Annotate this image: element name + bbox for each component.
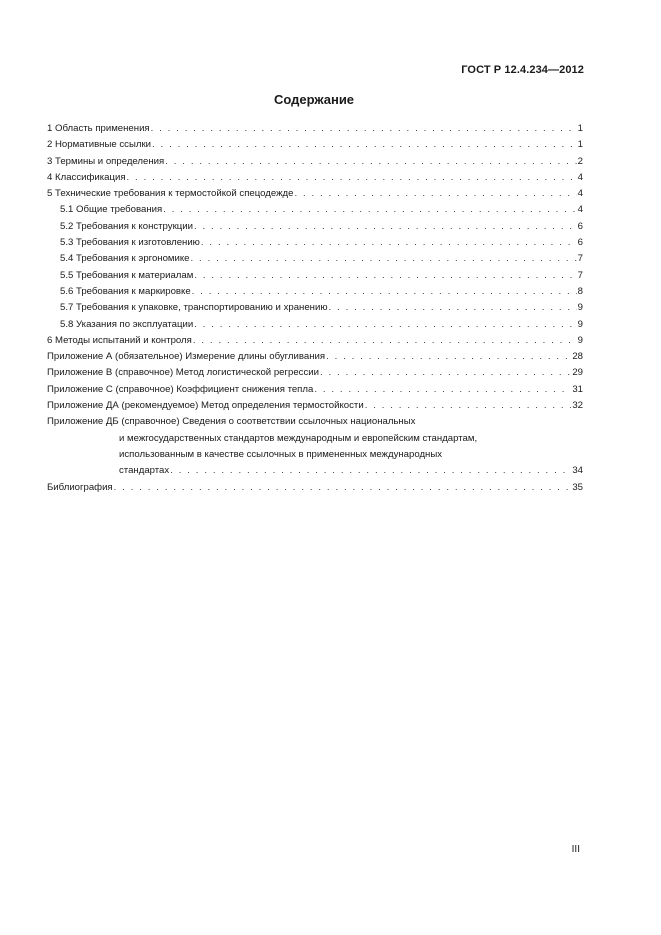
toc-entry[interactable] [47,121,583,137]
toc-entry-label: Библиография [47,481,113,493]
toc-entry-page: 31 [572,383,583,395]
toc-entry-label: 5.2 Требования к конструкции [60,220,193,232]
table-of-contents [47,121,583,496]
toc-entry-label: 5.6 Требования к маркировке [60,285,191,297]
toc-title: Содержание [273,92,355,107]
toc-leader-dots [114,480,572,496]
toc-leader-dots [152,137,577,153]
page-number: III [571,844,580,855]
toc-entry-label: 5.8 Указания по эксплуатации [60,318,194,330]
toc-leader-dots [194,317,576,333]
toc-leader-dots [165,154,576,170]
toc-entry[interactable] [47,251,583,267]
toc-leader-dots [326,349,571,365]
toc-entry-label: Приложение ДА (рекомендуемое) Метод определения термостойкости [47,400,364,412]
toc-entry-page: 4 [577,204,583,216]
toc-entry-page: 28 [572,351,583,363]
toc-leader-dots [163,202,576,218]
toc-entry-label: 2 Нормативные ссылки [47,139,152,151]
toc-leader-dots [151,121,577,137]
toc-leader-dots [193,333,577,349]
toc-entry-label: 5 Технические требования к термостойкой спецодежде [47,188,294,200]
toc-entry[interactable] [47,137,583,153]
toc-entry-page: 7 [577,269,583,281]
toc-entry[interactable] [47,202,583,218]
toc-entry-bibliography[interactable] [47,480,583,496]
toc-leader-dots [314,382,571,398]
toc-leader-dots [127,170,577,186]
toc-entry-page: 6 [577,220,583,232]
toc-entry-page: 2 [577,155,583,167]
toc-entry-page: 6 [577,237,583,249]
toc-leader-dots [320,365,571,381]
toc-entry[interactable] [47,235,583,251]
toc-entry-label: 5.7 Требования к упаковке, транспортированию и хранению [60,302,328,314]
toc-entry[interactable] [47,219,583,235]
toc-entry[interactable] [47,349,583,365]
toc-entry-page: 8 [577,285,583,297]
toc-entry-label: 5.4 Требования к эргономике [60,253,190,265]
toc-entry-appendix-db[interactable] [47,414,583,479]
toc-entry-label: 4 Классификация [47,171,126,183]
toc-entry[interactable] [47,268,583,284]
toc-leader-dots [192,284,577,300]
toc-entry[interactable] [47,382,583,398]
toc-leader-dots [201,235,577,251]
toc-entry-page: 34 [572,465,583,477]
toc-entry[interactable] [47,300,583,316]
toc-entry-label: Приложение В (справочное) Метод логистической регрессии [47,367,319,379]
toc-entry-label: 6 Методы испытаний и контроля [47,334,192,346]
toc-entry-label: 5.5 Требования к материалам [60,269,194,281]
toc-entry-page: 4 [577,171,583,183]
toc-entry[interactable] [47,398,583,414]
toc-leader-dots [365,398,572,414]
toc-entry-page: 35 [572,481,583,493]
toc-entry-label: 5.1 Общие требования [60,204,163,216]
toc-entry[interactable] [47,170,583,186]
toc-entry-line: и межгосударственных стандартов международным и европейским стандартам, [119,432,478,444]
toc-entry-page: 29 [572,367,583,379]
toc-entry-page: 7 [577,253,583,265]
toc-entry-page: 9 [577,318,583,330]
document-header-id: ГОСТ Р 12.4.234—2012 [461,64,584,76]
toc-leader-dots [194,268,576,284]
toc-entry-line: Приложение ДБ (справочное) Сведения о соответствии ссылочных национальных [47,416,416,428]
toc-entry[interactable] [47,365,583,381]
toc-entry[interactable] [47,317,583,333]
toc-entry-label: 5.3 Требования к изготовлению [60,237,200,249]
toc-entry-last-line [47,463,583,479]
toc-entry[interactable] [47,186,583,202]
toc-leader-dots [170,463,571,479]
toc-entry-page: 1 [577,123,583,134]
toc-entry-line: использованным в качестве ссылочных в примененных международных [119,448,443,460]
toc-entry-label: 3 Термины и определения [47,155,165,167]
toc-entry-label: Приложение С (справочное) Коэффициент снижения тепла [47,383,314,395]
toc-entry-page: 4 [577,188,583,200]
toc-entry-label: стандартах [119,465,170,477]
toc-entry[interactable] [47,333,583,349]
toc-entry-page: 1 [577,139,583,151]
toc-leader-dots [194,219,577,235]
toc-entry-page: 9 [577,334,583,346]
toc-entry-label: 1 Область применения [47,123,150,134]
toc-entry[interactable] [47,284,583,300]
toc-entry-page: 9 [577,302,583,314]
toc-leader-dots [329,300,577,316]
toc-entry-page: 32 [572,400,583,412]
toc-leader-dots [191,251,577,267]
toc-entry[interactable] [47,154,583,170]
toc-leader-dots [294,186,576,202]
toc-entry-label: Приложение А (обязательное) Измерение длины обугливания [47,351,326,363]
